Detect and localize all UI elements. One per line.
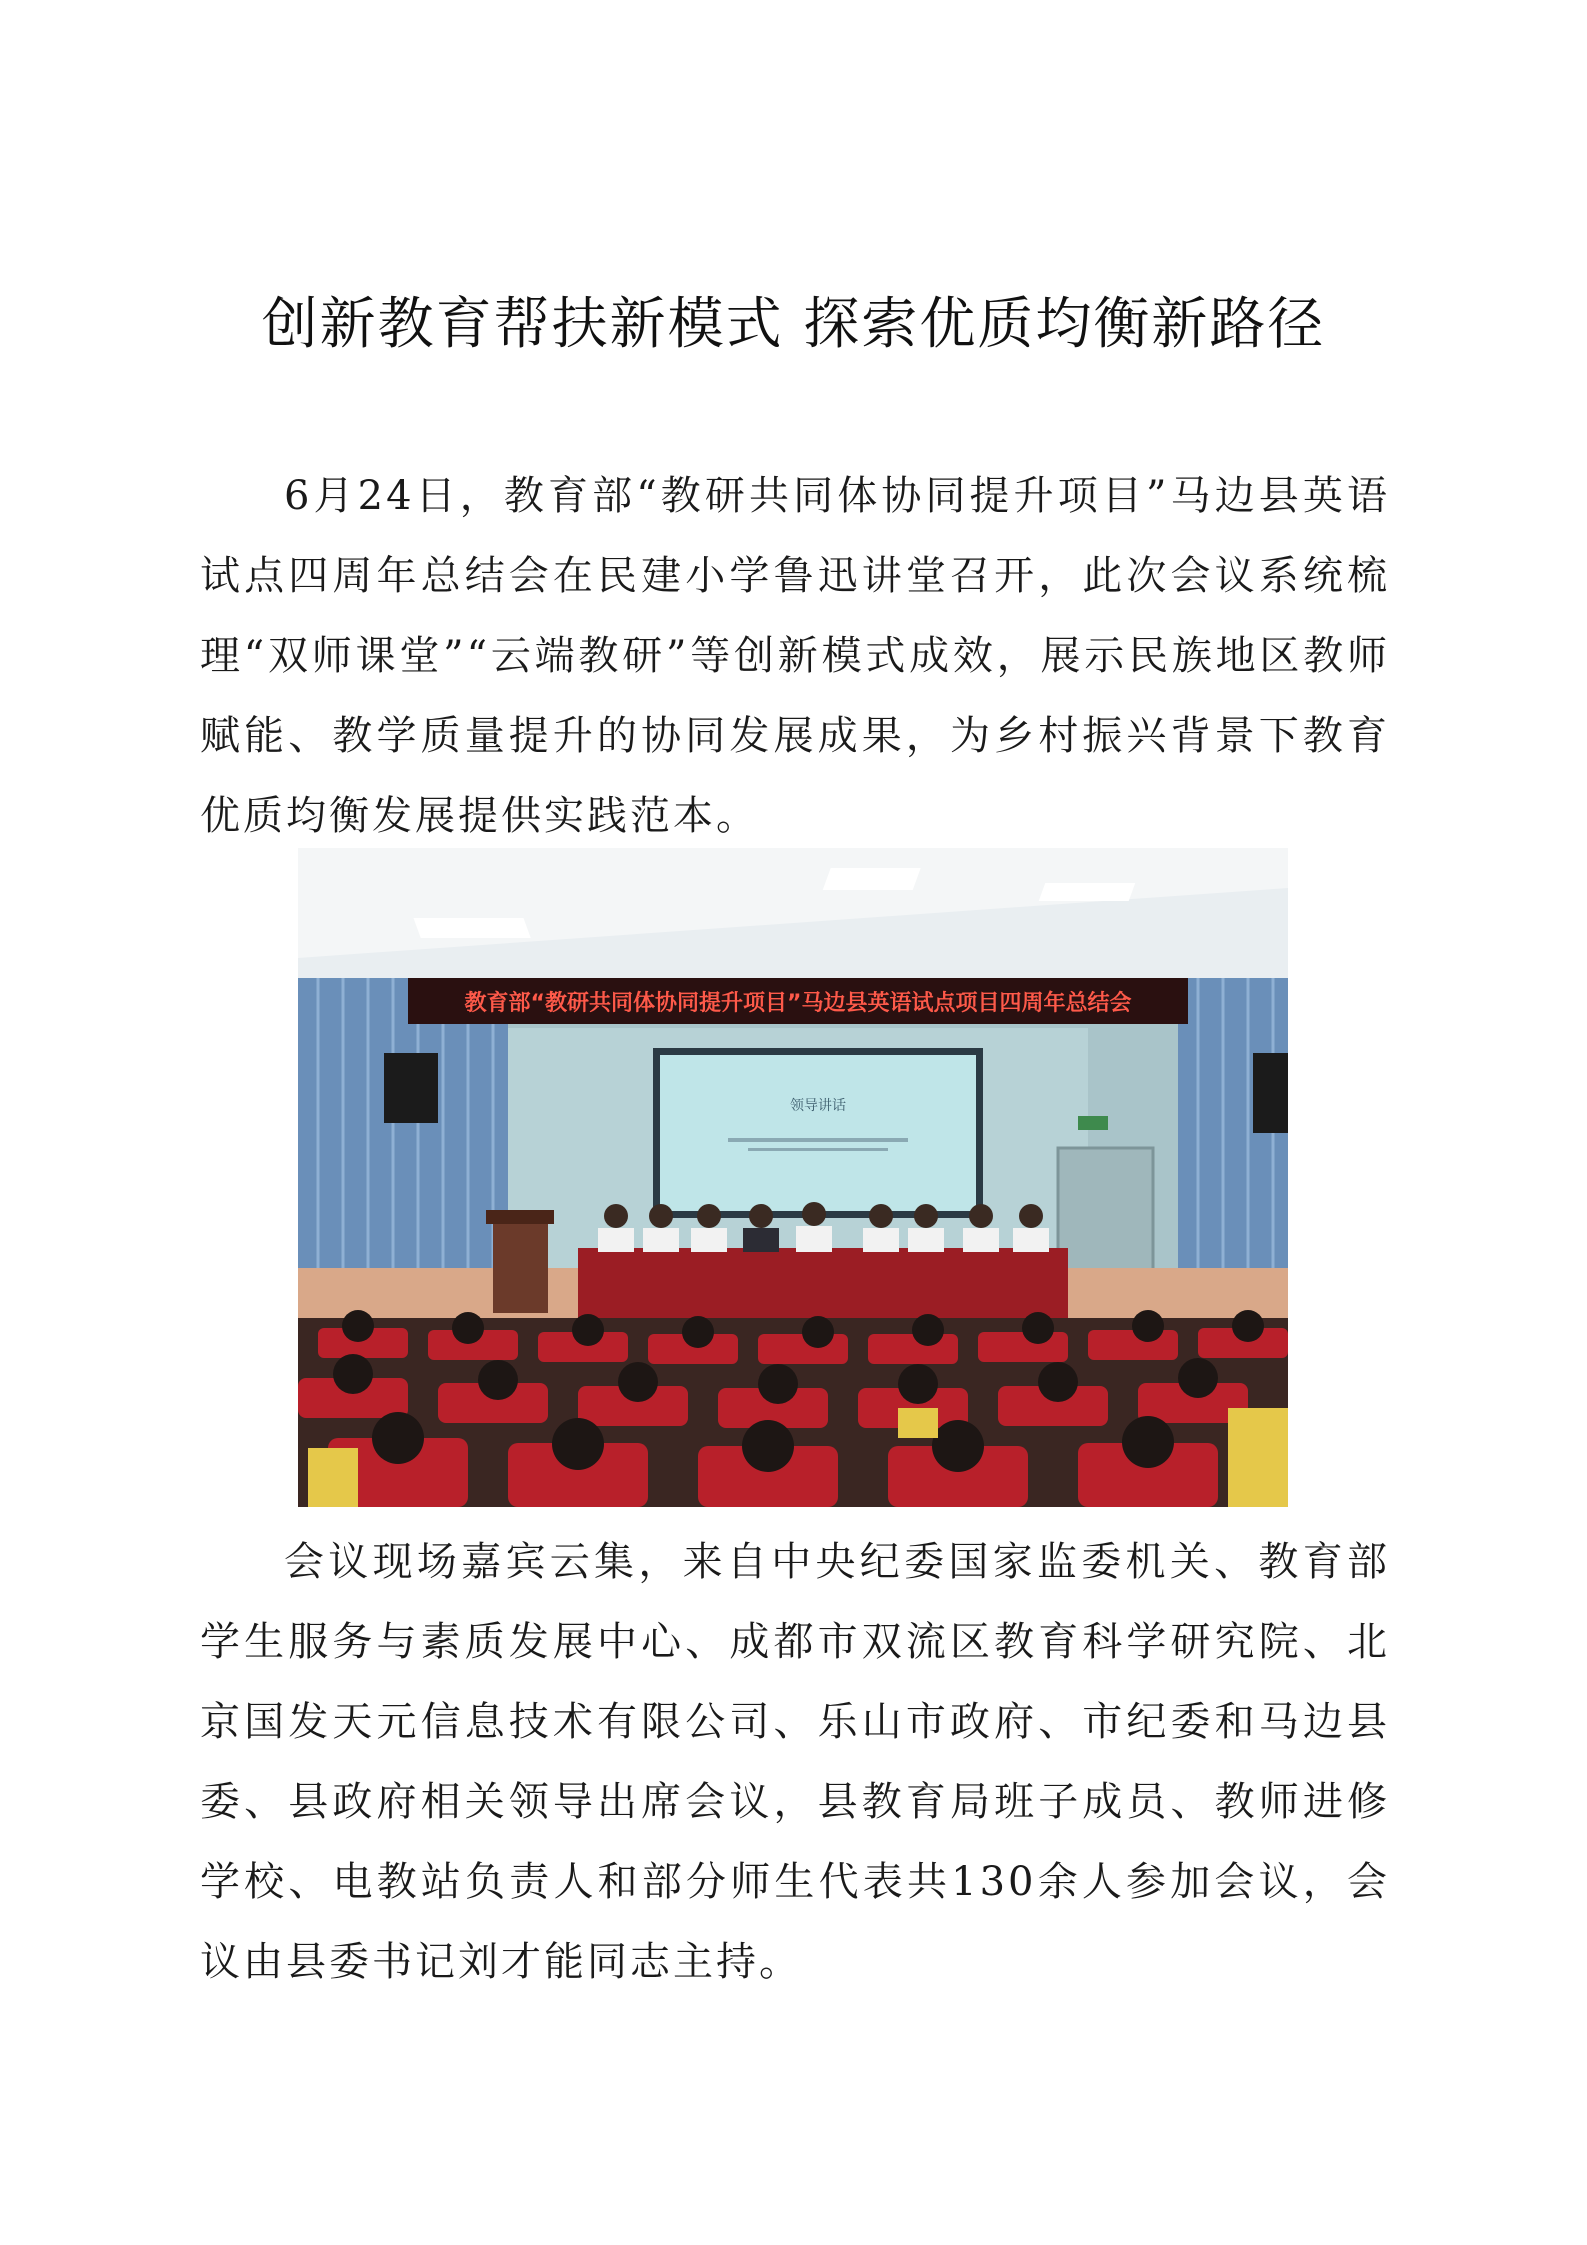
banner-text: 教育部“教研共同体协同提升项目”马边县英语试点项目四周年总结会 [464, 991, 1132, 1016]
screen-text: 领导讲话 [790, 1098, 846, 1114]
meeting-photo [298, 848, 1288, 1507]
article-title: 创新教育帮扶新模式 探索优质均衡新路径 [261, 292, 1326, 357]
paragraph-attendees: 会议现场嘉宾云集，来自中央纪委国家监委机关、教育部学生服务与素质发展中心、成都市双流区教育科学研究院、北京国发天元信息技术有限公司、乐山市政府、市纪委和马边县委、县政府相关领导出席会议，县教育局班子成员、教师进修学校、电教站负责人和部分师生代表共130余人参加会议，会议由县委书记刘才能同志主持。 [200, 1539, 1390, 1985]
paragraph-intro: 6月24日，教育部“教研共同体协同提升项目”马边县英语试点四周年总结会在民建小学鲁迅讲堂召开，此次会议系统梳理“双师课堂”“云端教研”等创新模式成效，展示民族地区教师赋能、教学质量提升的协同发展成果，为乡村振兴背景下教育优质均衡发展提供实践范本。 [200, 473, 1390, 839]
